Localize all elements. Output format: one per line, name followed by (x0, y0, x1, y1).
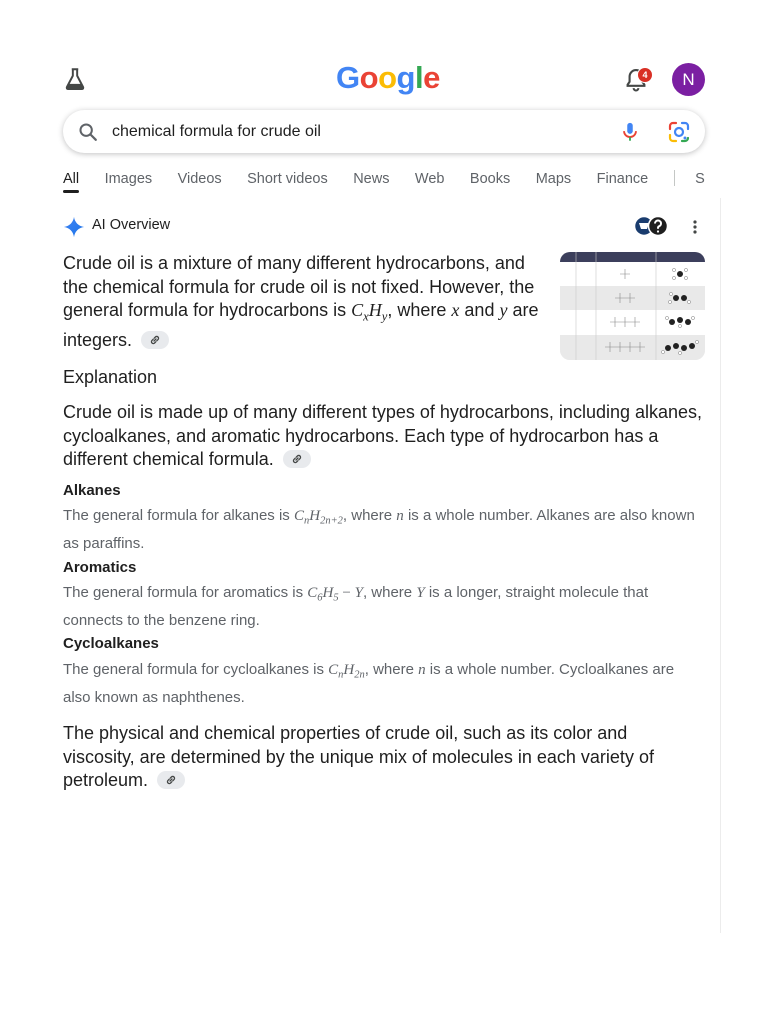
tab-web[interactable]: Web (414, 171, 445, 187)
search-icon[interactable] (77, 121, 99, 143)
alkanes-heading: Alkanes (63, 482, 121, 499)
aromatics-heading: Aromatics (63, 559, 137, 576)
cycloalkane-formula: $C_nH_{2n}$ (328, 662, 365, 681)
explanation-heading: Explanation (63, 367, 158, 387)
hydrocarbon-table-thumbnail[interactable] (560, 252, 705, 360)
tabs-divider (674, 170, 675, 186)
hydrocarbon-formula: $C_xH_y$ (351, 300, 388, 324)
closing-paragraph: The physical and chemical properties of crude oil, such as its color and viscosity, are determined by the unique mix of molecules in each variety of petroleum. (63, 723, 654, 790)
tab-images[interactable]: Images (104, 171, 153, 187)
labs-flask-icon[interactable] (62, 66, 88, 92)
gemini-spark-icon (63, 216, 85, 238)
alkane-formula: $C_nH_{2n+2}$ (293, 508, 343, 527)
google-logo[interactable] (336, 60, 440, 96)
intro-text: Crude oil is a mixture of many different hydrocarbons, and the chemical formula for crude oil is not fixed. However, the general formula for hydrocarbons is (63, 253, 535, 320)
tab-books[interactable]: Books (469, 171, 511, 187)
logo-letter: o (359, 60, 379, 95)
variable-x: x (451, 300, 460, 320)
tab-all[interactable]: All (63, 171, 79, 193)
source-link-chip[interactable] (157, 771, 185, 789)
source-link-chip[interactable] (141, 331, 169, 349)
link-icon (149, 334, 161, 346)
tab-maps[interactable]: Maps (535, 171, 572, 187)
microphone-icon[interactable] (619, 120, 641, 144)
google-lens-icon[interactable] (667, 120, 691, 144)
notification-count-badge: 4 (637, 67, 653, 83)
tab-news[interactable]: News (353, 171, 390, 187)
tab-short-videos[interactable]: Short videos (247, 171, 328, 187)
card-edge-divider (720, 198, 721, 933)
aromatics-text: The general formula for aromatics is $C_6H_5 - Y$, where Y is a longer, straight molecule that connects to the benzene ring. (63, 584, 649, 630)
tab-finance[interactable]: Finance (596, 171, 649, 187)
tab-overflow[interactable]: S (695, 171, 705, 187)
account-avatar[interactable]: N (672, 63, 705, 96)
logo-letter: e (423, 60, 440, 95)
logo-letter: o (378, 60, 397, 95)
link-icon (165, 774, 177, 786)
cycloalkanes-text: The general formula for cycloalkanes is $C_nH_{2n}$, where n is a whole number. Cycloalkanes are also known as naphthenes. (63, 661, 675, 707)
logo-letter: G (336, 60, 360, 95)
search-tabs (63, 170, 723, 194)
logo-letter: g (396, 60, 415, 95)
search-input[interactable] (112, 110, 592, 153)
cycloalkanes-heading: Cycloalkanes (63, 635, 159, 652)
alkanes-text: The general formula for alkanes is $C_nH_{2n+2}$, where n is a whole number. Alkanes are also known as paraffins. (63, 507, 695, 553)
more-options-icon[interactable] (689, 218, 701, 236)
ai-overview-intro: Crude oil is a mixture of many different hydrocarbons, and the chemical formula for crude oil is not fixed. However, the general formula for hydrocarbons is $C_xH_y$, where x and y are integers. (63, 253, 539, 350)
aromatic-formula: $C_6H_5 - Y$ (307, 585, 363, 604)
search-box[interactable] (63, 110, 705, 153)
ai-overview-title: AI Overview (92, 217, 171, 233)
explanation-text: Crude oil is made up of many different types of hydrocarbons, including alkanes, cycloalkanes, and aromatic hydrocarbons. Each type of hydrocarbon has a different chemical formula. (63, 402, 703, 469)
tab-videos[interactable]: Videos (177, 171, 222, 187)
logo-letter: l (414, 60, 424, 95)
link-icon (291, 453, 303, 465)
source-favicons-icon[interactable] (633, 215, 669, 237)
variable-y: y (499, 300, 508, 320)
source-link-chip[interactable] (283, 450, 311, 468)
